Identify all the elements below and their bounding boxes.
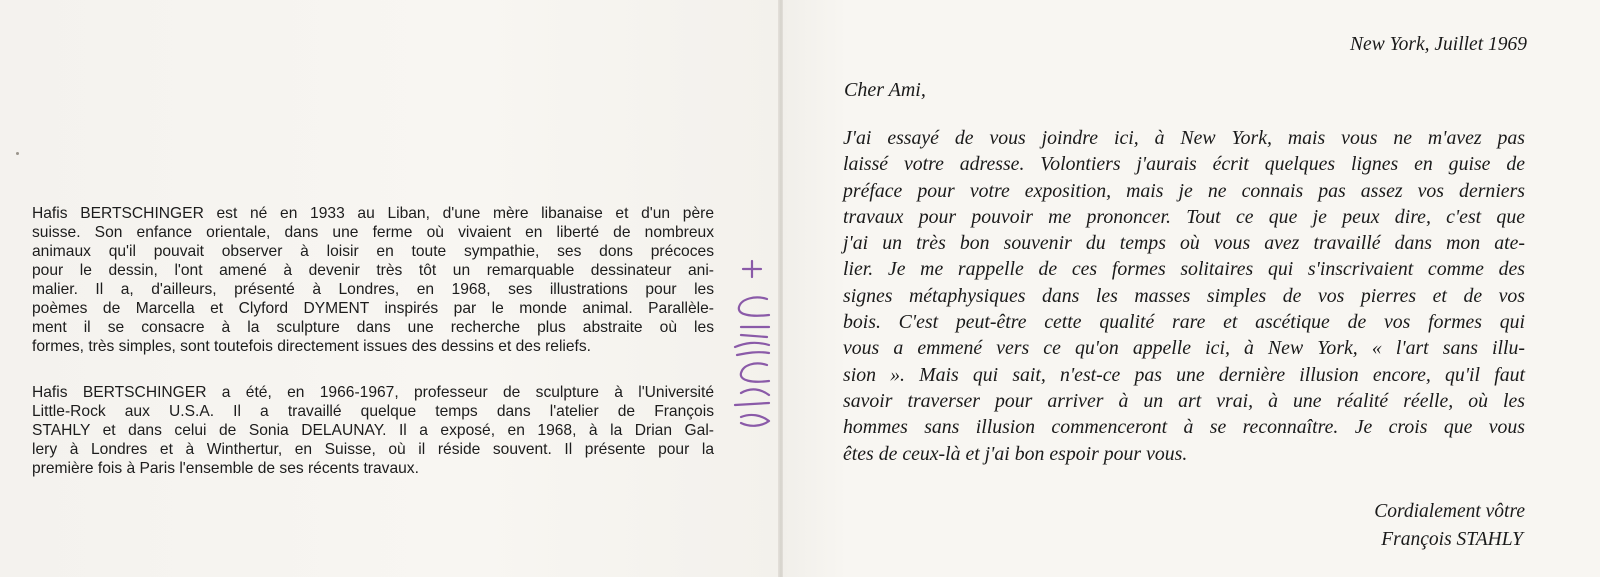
left-page bbox=[0, 0, 780, 577]
letter-closing: Cordialement vôtre bbox=[1374, 501, 1525, 522]
letter-salutation: Cher Ami, bbox=[844, 79, 926, 101]
letter-body bbox=[843, 125, 1525, 467]
biography-paragraph-2 bbox=[32, 383, 714, 478]
letter-line: préface pour votre exposition, mais je ne connais pas assez vos derniers bbox=[843, 179, 1525, 202]
letter-line: sion ». Mais qui sait, n'est-ce pas une dernière illusion encore, qu'il faut bbox=[843, 363, 1525, 386]
letter-line: savoir traverser pour arriver à un art vrai, à une réalité réelle, où les bbox=[843, 389, 1525, 412]
bio-line: poèmes de Marcella et Clyford DYMENT inspirés par le monde animal. Parallèle- bbox=[32, 300, 714, 317]
bio-line: suisse. Son enfance orientale, dans une ferme où vivaient en liberté de nombreux bbox=[32, 224, 714, 241]
letter-line: êtes de ceux-là et j'ai bon espoir pour vous. bbox=[843, 442, 1188, 465]
letter-date: New York, Juillet 1969 bbox=[1350, 34, 1527, 55]
bio-line: malier. Il a, d'ailleurs, présenté à Londres, en 1968, ses illustrations pour les bbox=[32, 281, 714, 298]
letter-signature: François STAHLY bbox=[1381, 529, 1523, 550]
bio-line: première fois à Paris l'ensemble de ses récents travaux. bbox=[32, 460, 419, 477]
bio-line: Little-Rock aux U.S.A. Il a travaillé quelque temps dans l'atelier de François bbox=[32, 403, 714, 420]
letter-line: vous a emmené vers ce qu'on appelle ici, à New York, « l'art sans illu- bbox=[843, 337, 1525, 360]
letter-line: laissé votre adresse. Volontiers j'aurais écrit quelques lignes en guise de bbox=[843, 153, 1525, 176]
paper-speck bbox=[16, 152, 19, 155]
biography-paragraph-1 bbox=[32, 204, 714, 356]
handwritten-annotation bbox=[725, 255, 785, 445]
bio-line: lery à Londres et à Winthertur, en Suisse, où il réside souvent. Il présente pour la bbox=[32, 441, 714, 458]
letter-line: travaux pour pouvoir me prononcer. Tout ce que je peux dire, c'est que bbox=[843, 205, 1525, 228]
letter-line: hommes sans illusion commenceront à se reconnaître. Je crois que vous bbox=[843, 416, 1525, 439]
bio-line: Hafis BERTSCHINGER a été, en 1966-1967, professeur de sculpture à l'Université bbox=[32, 384, 714, 401]
letter-line: bois. C'est peut-être cette qualité rare et ascétique de vos formes qui bbox=[843, 311, 1525, 334]
letter-line: signes métaphysiques dans les masses simples de vos pierres et de vos bbox=[843, 284, 1525, 307]
letter-line: lier. Je me rappelle de ces formes solitaires qui s'inscrivaient comme des bbox=[843, 258, 1525, 281]
bio-line: animaux qu'il pouvait observer à loisir en toute sympathie, ses dons précoces bbox=[32, 243, 714, 260]
bio-line: formes, très simples, sont toutefois directement issues des dessins et des reliefs. bbox=[32, 338, 592, 355]
letter-line: j'ai un très bon souvenir du temps où vous avez travaillé dans mon ate- bbox=[843, 232, 1525, 255]
letter-line: J'ai essayé de vous joindre ici, à New York, mais vous ne m'avez pas bbox=[843, 127, 1525, 149]
bio-line: STAHLY et dans celui de Sonia DELAUNAY. Il a exposé, en 1968, à la Drian Gal- bbox=[32, 422, 714, 439]
bio-line: Hafis BERTSCHINGER est né en 1933 au Liban, d'une mère libanaise et d'un père bbox=[32, 205, 714, 222]
bio-line: ment il se consacre à la sculpture dans une recherche plus abstraite où les bbox=[32, 319, 714, 336]
bio-line: pour le dessin, l'ont amené à devenir très tôt un remarquable dessinateur ani- bbox=[32, 262, 714, 279]
